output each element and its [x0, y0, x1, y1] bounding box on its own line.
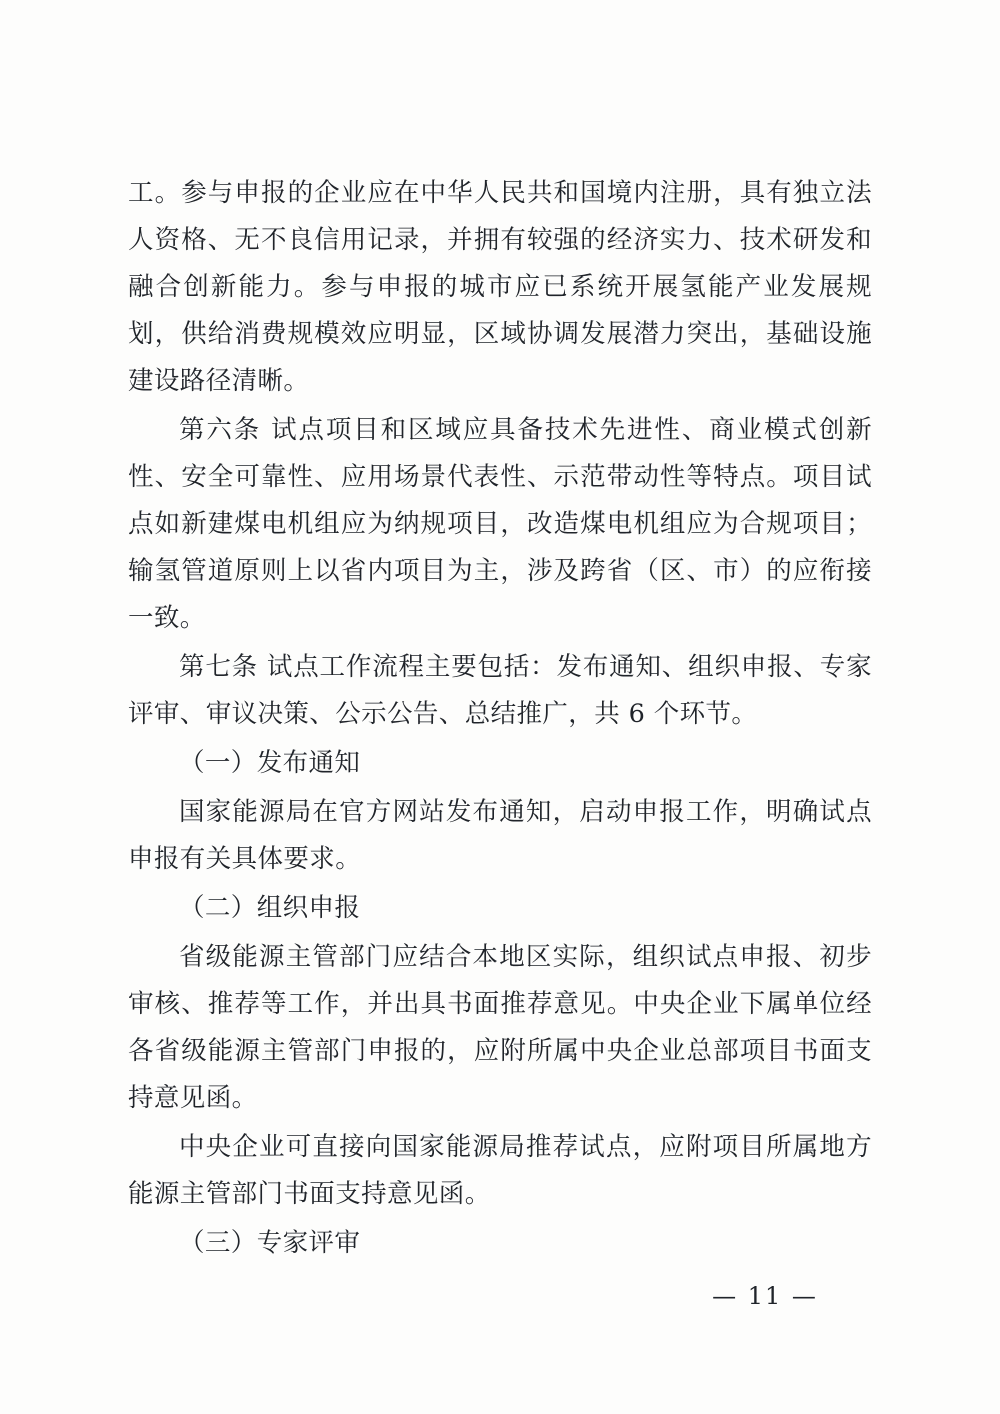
paragraph-article-six: 第六条 试点项目和区域应具备技术先进性、商业模式创新性、安全可靠性、应用场景代表性、示范带动性等特点。项目试点如新建煤电机组应为纳规项目，改造煤电机组应为合规项目；输氢管道原则上以省内项目为主，涉及跨省（区、市）的应衔接一致。	[128, 415, 872, 633]
document-body	[128, 170, 872, 1269]
paragraph-article-seven: 第七条 试点工作流程主要包括：发布通知、组织申报、专家评审、审议决策、公示公告、总结推广，共 6 个环节。	[128, 652, 872, 729]
paragraph-item-one-body: 国家能源局在官方网站发布通知，启动申报工作，明确试点申报有关具体要求。	[128, 797, 872, 874]
paragraph-item-two-body-second: 中央企业可直接向国家能源局推荐试点，应附项目所属地方能源主管部门书面支持意见函。	[128, 1132, 872, 1209]
paragraph-item-two-body-first: 省级能源主管部门应结合本地区实际，组织试点申报、初步审核、推荐等工作，并出具书面推荐意见。中央企业下属单位经各省级能源主管部门申报的，应附所属中央企业总部项目书面支持意见函。	[128, 942, 872, 1113]
heading-item-two: （二）组织申报	[179, 893, 361, 923]
heading-item-one: （一）发布通知	[179, 748, 361, 778]
page-number-label: — 11 —	[712, 1282, 818, 1310]
heading-item-three: （三）专家评审	[179, 1228, 361, 1258]
paragraph-article-five-continuation: 工。参与申报的企业应在中华人民共和国境内注册，具有独立法人资格、无不良信用记录，并拥有较强的经济实力、技术研发和融合创新能力。参与申报的城市应已系统开展氢能产业发展规划，供给消费规模效应明显，区域协调发展潜力突出，基础设施建设路径清晰。	[128, 178, 872, 396]
page-number	[0, 1282, 1000, 1310]
